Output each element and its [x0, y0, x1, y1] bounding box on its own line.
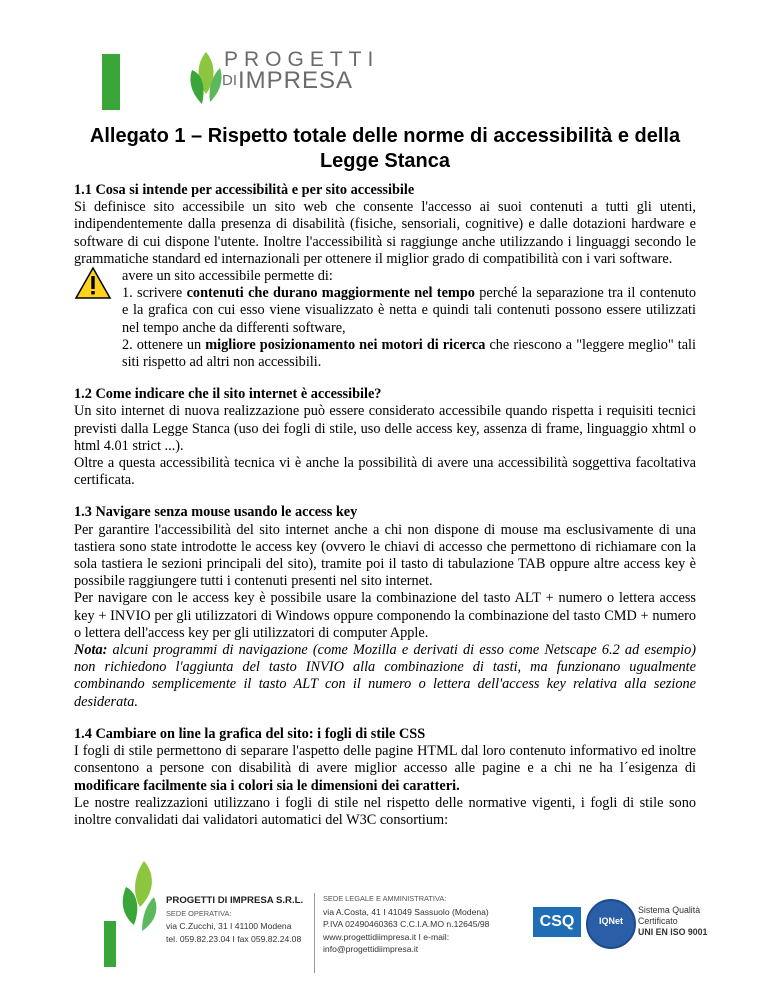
- section-1-3: [74, 504, 696, 710]
- logo-text-di: DI: [222, 72, 237, 89]
- warning-block: [74, 268, 696, 371]
- company-logo: [186, 36, 380, 112]
- section-paragraph: [74, 743, 696, 795]
- section-heading: 1.3 Navigare senza mouse usando le access key: [74, 504, 358, 521]
- section-paragraph: Per navigare con le access key è possibile usare la combinazione del tasto ALT + numero o lettera access key + INVIO per gli utilizzatori di Windows oppure componendo la combinazione del tasto CMD + numero o lettera dell'access key per gli utilizzatori di computer Apple.: [74, 590, 696, 641]
- op-label: SEDE OPERATIVA:: [166, 908, 232, 918]
- op-address: via C.Zucchi, 31 I 41100 Modena: [166, 921, 292, 931]
- point-text: che riescono a "leggere meglio" tali siti rispetto ad altri non accessibili.: [122, 336, 697, 371]
- section-paragraph: Le nostre realizzazioni utilizzano i fogli di stile nel rispetto delle normative vigenti, i fogli di stile sono inoltre convalidati dai validatori automatici del W3C consortium:: [74, 794, 696, 828]
- brand-bar: [102, 54, 120, 110]
- legal-label: SEDE LEGALE E AMMINISTRATIVA:: [323, 894, 447, 903]
- paragraph-emphasis: modificare facilmente sia i colori sia le dimensioni dei caratteri.: [74, 777, 460, 794]
- note-text: alcuni programmi di navigazione (come Mozilla e derivati di esso come Netscape 6.2 ad esempio) non richiedono l'aggiunta del tasto INVIO alla combinazione di tasti, ma funzionano ugualmente combinando semplicemente il tasto ALT con il numero o lettera dell'access key relativa alla sezione desiderata.: [74, 642, 696, 710]
- section-1-2: [74, 386, 696, 489]
- op-phone: tel. 059.82.23.04 I fax 059.82.24.08: [166, 933, 302, 944]
- iqnet-seal-icon: [586, 899, 636, 949]
- point-text: 1. scrivere: [122, 285, 187, 302]
- logo-text-impresa: IMPRESA: [238, 67, 354, 94]
- legal-vat: P.IVA 02490460363 C.C.I.A.MO n.12645/98: [323, 919, 490, 929]
- point-text: 2. ottenere un: [122, 336, 206, 353]
- footer-brand-bar: [104, 921, 116, 967]
- csq-logo: CSQ: [533, 907, 581, 937]
- paragraph-text: I fogli di stile permettono di separare l'aspetto delle pagine HTML dal loro contenuto informativo ed inoltre consentono a persone con disabilità di avere miglior accesso alle pagine e a chi ne ha l´esigenza di: [74, 743, 696, 777]
- point-emphasis: migliore posizionamento nei motori di ricerca: [205, 336, 486, 353]
- quality-line: Certificato: [638, 916, 678, 926]
- note-label: Nota:: [74, 642, 108, 659]
- point-text: perché la separazione tra il contenuto e la grafica con cui esso viene visualizzato è netta e quindi tali contenuti possono essere utilizzati nel tempo anche da differenti software,: [122, 285, 696, 336]
- section-heading: 1.1 Cosa si intende per accessibilità e per sito accessibile: [74, 182, 415, 198]
- quality-certification: [638, 905, 738, 938]
- company-name: PROGETTI DI IMPRESA S.R.L.: [166, 895, 304, 906]
- logo-text-progetti: PROGETTI: [224, 48, 380, 71]
- legal-web: www.progettidiimpresa.it I e-mail: info@progettidiimpresa.it: [323, 931, 450, 954]
- section-paragraph: Un sito internet di nuova realizzazione può essere considerato accessibile quando rispetta i requisiti tecnici previsti dalla Legge Stanca (uso dei fogli di stile, uso delle access key, assenza di frame, linguaggio xhtml o html 4.01 strict ...).: [74, 403, 696, 454]
- section-1-1: [74, 182, 696, 371]
- seal-text: IQNet: [598, 916, 623, 926]
- operational-address: [166, 895, 316, 945]
- leaf-logo-icon: [186, 50, 226, 110]
- quality-standard: UNI EN ISO 9001: [638, 927, 708, 937]
- warning-intro: avere un sito accessibile permette di:: [122, 268, 333, 285]
- section-heading: 1.2 Come indicare che il sito internet è accessibile?: [74, 386, 382, 403]
- benefit-point-2: [122, 337, 696, 371]
- note-paragraph: [74, 642, 696, 711]
- letterhead-footer: [0, 855, 768, 975]
- benefit-point-1: [122, 285, 696, 337]
- section-1-4: [74, 726, 696, 829]
- section-heading: 1.4 Cambiare on line la grafica del sito: i fogli di stile CSS: [74, 725, 426, 742]
- section-paragraph: Si definisce sito accessibile un sito web che consente l'accesso ai suoi contenuti a tutti gli utenti, indipendentemente dalla presenza di disabilità (fisiche, sensoriali, cognitive) e dalle dotazioni hardware e software di cui dispone l'utente. Inoltre l'accessibilità si raggiunge anche utilizzando i linguaggi secondo le grammatiche standard ed internazionali per ottenere il miglior grado di compatibilità con i vari software.: [74, 199, 696, 267]
- document-body: [74, 182, 696, 844]
- quality-line: Sistema Qualità: [638, 905, 701, 915]
- legal-address: [314, 893, 523, 973]
- document-title: Allegato 1 – Rispetto totale delle norme di accessibilità e della Legge Stanca: [89, 125, 681, 172]
- section-paragraph: Oltre a questa accessibilità tecnica vi è anche la possibilità di avere una accessibilità soggettiva facoltativa certificata.: [74, 455, 696, 489]
- legal-address-line: via A.Costa, 41 I 41049 Sassuolo (Modena): [323, 906, 489, 917]
- warning-icon: [74, 266, 112, 300]
- point-emphasis: contenuti che durano maggiormente nel tempo: [186, 285, 475, 302]
- section-paragraph: Per garantire l'accessibilità del sito internet anche a chi non dispone di mouse ma esclusivamente di una tastiera sono state introdotte le access key (ovvero le chiavi di accesso che permettono di richiamare con la sola tastiera le sezioni principali del sito), tramite poi il tasto di tabulazione TAB oppure altre access key è possibile raggiungere tutti i contenuti presenti nel sito internet.: [74, 521, 696, 590]
